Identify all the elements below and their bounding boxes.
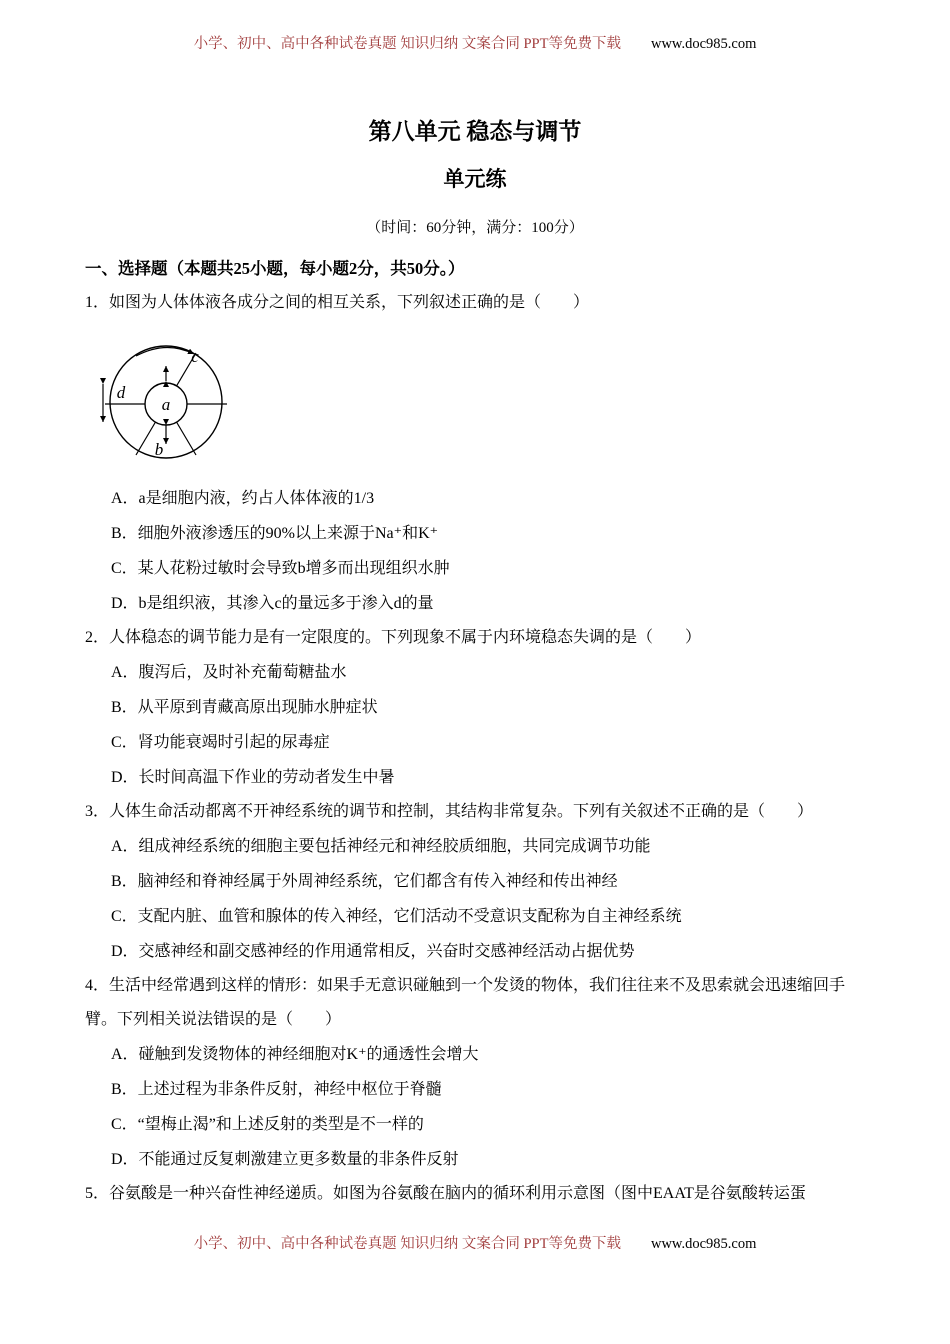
question-5-text: 5．谷氨酸是一种兴奋性神经递质。如图为谷氨酸在脑内的循环利用示意图（图中EAAT是谷氨酸转运蛋 bbox=[85, 1185, 806, 1202]
footer-site-url[interactable]: www.doc985.com bbox=[650, 1236, 757, 1252]
body-fluid-diagram bbox=[91, 328, 241, 468]
page-header bbox=[0, 32, 950, 53]
question-1 bbox=[85, 286, 865, 621]
option-b: B．细胞外液渗透压的90%以上来源于Na⁺和K⁺ bbox=[111, 525, 439, 542]
option-c: C．某人花粉过敏时会导致b增多而出现组织水肿 bbox=[111, 560, 450, 577]
question-2-options bbox=[85, 655, 865, 795]
figure-label-b: b bbox=[154, 440, 164, 459]
question-3 bbox=[85, 795, 865, 969]
option-a: A．a是细胞内液，约占人体体液的1/3 bbox=[111, 490, 375, 507]
question-1-text: 1．如图为人体体液各成分之间的相互关系，下列叙述正确的是（ ） bbox=[85, 294, 590, 311]
question-3-text: 3．人体生命活动都离不开神经系统的调节和控制，其结构非常复杂。下列有关叙述不正确的是（ ） bbox=[85, 803, 814, 820]
header-promo-text: 小学、初中、高中各种试卷真题 知识归纳 文案合同 PPT等免费下载 bbox=[193, 36, 621, 52]
option-a: A．腹泻后，及时补充葡萄糖盐水 bbox=[111, 664, 347, 681]
option-b: B．上述过程为非条件反射，神经中枢位于脊髓 bbox=[111, 1081, 442, 1098]
page-footer bbox=[0, 1232, 950, 1253]
option-b: B．脑神经和脊神经属于外周神经系统，它们都含有传入神经和传出神经 bbox=[111, 873, 618, 890]
figure-label-a: a bbox=[161, 395, 171, 414]
unit-title: 第八单元 稳态与调节 bbox=[368, 119, 582, 144]
question-3-options bbox=[85, 829, 865, 969]
document-body bbox=[85, 116, 865, 1211]
header-site-url[interactable]: www.doc985.com bbox=[650, 36, 757, 52]
option-d: D．不能通过反复刺激建立更多数量的非条件反射 bbox=[111, 1151, 459, 1168]
option-a: A．碰触到发烫物体的神经细胞对K⁺的通透性会增大 bbox=[111, 1046, 479, 1063]
question-4-options bbox=[85, 1037, 865, 1177]
question-2 bbox=[85, 621, 865, 795]
question-4 bbox=[85, 969, 865, 1177]
option-d: D．交感神经和副交感神经的作用通常相反，兴奋时交感神经活动占据优势 bbox=[111, 943, 635, 960]
time-score-meta: （时间：60分钟，满分：100分） bbox=[366, 220, 584, 236]
exam-subtitle: 单元练 bbox=[443, 167, 507, 191]
footer-promo-text: 小学、初中、高中各种试卷真题 知识归纳 文案合同 PPT等免费下载 bbox=[193, 1236, 621, 1252]
section-heading: 一、选择题（本题共25小题，每小题2分，共50分。） bbox=[85, 259, 465, 278]
option-d: D．长时间高温下作业的劳动者发生中暑 bbox=[111, 769, 395, 786]
option-c: C．支配内脏、血管和腺体的传入神经，它们活动不受意识支配称为自主神经系统 bbox=[111, 908, 682, 925]
question-5 bbox=[85, 1177, 865, 1211]
option-d: D．b是组织液，其渗入c的量远多于渗入d的量 bbox=[111, 595, 434, 612]
question-1-options bbox=[85, 481, 865, 621]
option-b: B．从平原到青藏高原出现肺水肿症状 bbox=[111, 699, 378, 716]
figure-label-d: d bbox=[116, 383, 126, 402]
option-c: C．“望梅止渴”和上述反射的类型是不一样的 bbox=[111, 1116, 424, 1133]
option-a: A．组成神经系统的细胞主要包括神经元和神经胶质细胞，共同完成调节功能 bbox=[111, 838, 651, 855]
option-c: C．肾功能衰竭时引起的尿毒症 bbox=[111, 734, 330, 751]
question-1-figure bbox=[91, 328, 865, 473]
question-2-text: 2．人体稳态的调节能力是有一定限度的。下列现象不属于内环境稳态失调的是（ ） bbox=[85, 629, 702, 646]
figure-label-c: c bbox=[191, 347, 199, 366]
question-4-text: 4．生活中经常遇到这样的情形：如果手无意识碰触到一个发烫的物体，我们往往来不及思索就会迅速缩回手臂。下列相关说法错误的是（ ） bbox=[85, 977, 846, 1028]
